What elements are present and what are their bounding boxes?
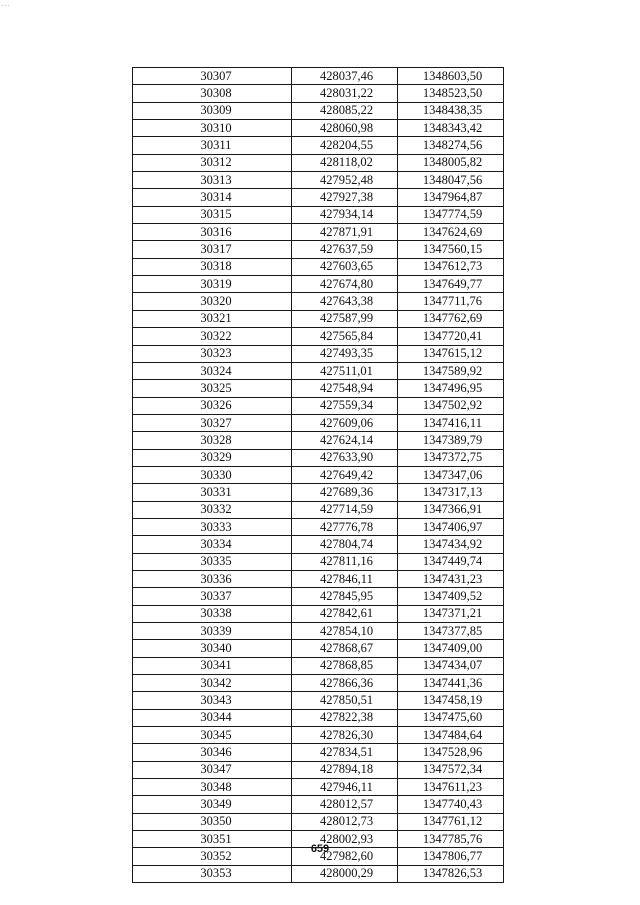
- table-row: [133, 727, 504, 744]
- point-number-cell: 30316: [133, 224, 292, 241]
- y-coordinate-cell: 1347615,12: [398, 345, 504, 362]
- table-row: [133, 276, 504, 293]
- y-coordinate-cell: 1347785,76: [398, 831, 504, 848]
- x-coordinate-cell: 427624,14: [292, 432, 398, 449]
- y-coordinate-cell: 1347624,69: [398, 224, 504, 241]
- y-coordinate-cell: 1347406,97: [398, 518, 504, 535]
- table-row: [133, 605, 504, 622]
- table-row: [133, 709, 504, 726]
- x-coordinate-cell: 427633,90: [292, 449, 398, 466]
- x-coordinate-cell: 427559,34: [292, 397, 398, 414]
- table-row: [133, 536, 504, 553]
- x-coordinate-cell: 427826,30: [292, 727, 398, 744]
- point-number-cell: 30345: [133, 727, 292, 744]
- point-number-cell: 30325: [133, 380, 292, 397]
- table-row: [133, 432, 504, 449]
- point-number-cell: 30341: [133, 657, 292, 674]
- y-coordinate-cell: 1347377,85: [398, 623, 504, 640]
- point-number-cell: 30335: [133, 553, 292, 570]
- table-row: [133, 761, 504, 778]
- y-coordinate-cell: 1347347,06: [398, 466, 504, 483]
- x-coordinate-cell: 427834,51: [292, 744, 398, 761]
- point-number-cell: 30336: [133, 570, 292, 587]
- x-coordinate-cell: 428060,98: [292, 120, 398, 137]
- table-row: [133, 293, 504, 310]
- point-number-cell: 30343: [133, 692, 292, 709]
- table-row: [133, 570, 504, 587]
- point-number-cell: 30346: [133, 744, 292, 761]
- y-coordinate-cell: 1347589,92: [398, 362, 504, 379]
- x-coordinate-cell: 427804,74: [292, 536, 398, 553]
- y-coordinate-cell: 1348603,50: [398, 68, 504, 85]
- y-coordinate-cell: 1347720,41: [398, 328, 504, 345]
- y-coordinate-cell: 1347572,34: [398, 761, 504, 778]
- table-row: [133, 796, 504, 813]
- x-coordinate-cell: 427643,38: [292, 293, 398, 310]
- x-coordinate-cell: 427846,11: [292, 570, 398, 587]
- point-number-cell: 30311: [133, 137, 292, 154]
- point-number-cell: 30313: [133, 172, 292, 189]
- y-coordinate-cell: 1347649,77: [398, 276, 504, 293]
- y-coordinate-cell: 1347434,92: [398, 536, 504, 553]
- point-number-cell: 30348: [133, 779, 292, 796]
- point-number-cell: 30337: [133, 588, 292, 605]
- table-row: [133, 484, 504, 501]
- table-row: [133, 623, 504, 640]
- x-coordinate-cell: 427811,16: [292, 553, 398, 570]
- x-coordinate-cell: 427649,42: [292, 466, 398, 483]
- table-row: [133, 779, 504, 796]
- y-coordinate-cell: 1347740,43: [398, 796, 504, 813]
- table-row: [133, 397, 504, 414]
- y-coordinate-cell: 1347611,23: [398, 779, 504, 796]
- point-number-cell: 30350: [133, 813, 292, 830]
- y-coordinate-cell: 1348005,82: [398, 154, 504, 171]
- table-row: [133, 501, 504, 518]
- point-number-cell: 30338: [133, 605, 292, 622]
- point-number-cell: 30334: [133, 536, 292, 553]
- table-row: [133, 206, 504, 223]
- table-row: [133, 692, 504, 709]
- point-number-cell: 30317: [133, 241, 292, 258]
- x-coordinate-cell: 427934,14: [292, 206, 398, 223]
- y-coordinate-cell: 1347441,36: [398, 675, 504, 692]
- table-row: [133, 85, 504, 102]
- table-row: [133, 362, 504, 379]
- table-row: [133, 449, 504, 466]
- y-coordinate-cell: 1348047,56: [398, 172, 504, 189]
- point-number-cell: 30333: [133, 518, 292, 535]
- point-number-cell: 30323: [133, 345, 292, 362]
- y-coordinate-cell: 1347528,96: [398, 744, 504, 761]
- point-number-cell: 30340: [133, 640, 292, 657]
- point-number-cell: 30307: [133, 68, 292, 85]
- table-row: [133, 189, 504, 206]
- table-row: [133, 154, 504, 171]
- table-row: [133, 865, 504, 882]
- y-coordinate-cell: 1347409,52: [398, 588, 504, 605]
- table-row: [133, 553, 504, 570]
- point-number-cell: 30320: [133, 293, 292, 310]
- table-row: [133, 172, 504, 189]
- y-coordinate-cell: 1347317,13: [398, 484, 504, 501]
- point-number-cell: 30312: [133, 154, 292, 171]
- x-coordinate-cell: 427637,59: [292, 241, 398, 258]
- table-row: [133, 102, 504, 119]
- table-row: [133, 414, 504, 431]
- x-coordinate-cell: 427548,94: [292, 380, 398, 397]
- x-coordinate-cell: 427493,35: [292, 345, 398, 362]
- point-number-cell: 30327: [133, 414, 292, 431]
- y-coordinate-cell: 1347774,59: [398, 206, 504, 223]
- point-number-cell: 30322: [133, 328, 292, 345]
- point-number-cell: 30309: [133, 102, 292, 119]
- point-number-cell: 30331: [133, 484, 292, 501]
- table-row: [133, 380, 504, 397]
- y-coordinate-cell: 1347366,91: [398, 501, 504, 518]
- point-number-cell: 30332: [133, 501, 292, 518]
- point-number-cell: 30328: [133, 432, 292, 449]
- y-coordinate-cell: 1347449,74: [398, 553, 504, 570]
- x-coordinate-cell: 428204,55: [292, 137, 398, 154]
- y-coordinate-cell: 1347496,95: [398, 380, 504, 397]
- point-number-cell: 30342: [133, 675, 292, 692]
- table-row: [133, 640, 504, 657]
- point-number-cell: 30315: [133, 206, 292, 223]
- x-coordinate-cell: 428085,22: [292, 102, 398, 119]
- page-number: 659: [310, 843, 330, 855]
- table-row: [133, 68, 504, 85]
- x-coordinate-cell: 427603,65: [292, 258, 398, 275]
- table-row: [133, 657, 504, 674]
- y-coordinate-cell: 1347431,23: [398, 570, 504, 587]
- y-coordinate-cell: 1347964,87: [398, 189, 504, 206]
- table-row: [133, 120, 504, 137]
- table-row: [133, 813, 504, 830]
- point-number-cell: 30326: [133, 397, 292, 414]
- x-coordinate-cell: 427565,84: [292, 328, 398, 345]
- x-coordinate-cell: 427850,51: [292, 692, 398, 709]
- x-coordinate-cell: 427982,60: [292, 848, 398, 865]
- coordinates-table-body: [133, 68, 504, 883]
- x-coordinate-cell: 427868,67: [292, 640, 398, 657]
- x-coordinate-cell: 427854,10: [292, 623, 398, 640]
- table-row: [133, 345, 504, 362]
- y-coordinate-cell: 1347612,73: [398, 258, 504, 275]
- table-row: [133, 258, 504, 275]
- x-coordinate-cell: 427609,06: [292, 414, 398, 431]
- x-coordinate-cell: 427845,95: [292, 588, 398, 605]
- y-coordinate-cell: 1347458,19: [398, 692, 504, 709]
- table-row: [133, 518, 504, 535]
- x-coordinate-cell: 427776,78: [292, 518, 398, 535]
- y-coordinate-cell: 1347484,64: [398, 727, 504, 744]
- point-number-cell: 30314: [133, 189, 292, 206]
- x-coordinate-cell: 427822,38: [292, 709, 398, 726]
- y-coordinate-cell: 1347409,00: [398, 640, 504, 657]
- y-coordinate-cell: 1347762,69: [398, 310, 504, 327]
- point-number-cell: 30347: [133, 761, 292, 778]
- y-coordinate-cell: 1347761,12: [398, 813, 504, 830]
- scan-corner-mark: ...: [2, 0, 11, 8]
- y-coordinate-cell: 1348523,50: [398, 85, 504, 102]
- y-coordinate-cell: 1348438,35: [398, 102, 504, 119]
- x-coordinate-cell: 427927,38: [292, 189, 398, 206]
- point-number-cell: 30352: [133, 848, 292, 865]
- x-coordinate-cell: 427674,80: [292, 276, 398, 293]
- table-row: [133, 588, 504, 605]
- x-coordinate-cell: 428002,93: [292, 831, 398, 848]
- y-coordinate-cell: 1347372,75: [398, 449, 504, 466]
- table-row: [133, 744, 504, 761]
- x-coordinate-cell: 428012,73: [292, 813, 398, 830]
- point-number-cell: 30310: [133, 120, 292, 137]
- x-coordinate-cell: 427868,85: [292, 657, 398, 674]
- table-row: [133, 310, 504, 327]
- y-coordinate-cell: 1347371,21: [398, 605, 504, 622]
- y-coordinate-cell: 1347560,15: [398, 241, 504, 258]
- y-coordinate-cell: 1347502,92: [398, 397, 504, 414]
- point-number-cell: 30308: [133, 85, 292, 102]
- x-coordinate-cell: 428000,29: [292, 865, 398, 882]
- point-number-cell: 30344: [133, 709, 292, 726]
- x-coordinate-cell: 428031,22: [292, 85, 398, 102]
- y-coordinate-cell: 1347711,76: [398, 293, 504, 310]
- x-coordinate-cell: 427511,01: [292, 362, 398, 379]
- x-coordinate-cell: 428037,46: [292, 68, 398, 85]
- y-coordinate-cell: 1348274,56: [398, 137, 504, 154]
- point-number-cell: 30351: [133, 831, 292, 848]
- x-coordinate-cell: 427871,91: [292, 224, 398, 241]
- x-coordinate-cell: 427842,61: [292, 605, 398, 622]
- point-number-cell: 30349: [133, 796, 292, 813]
- x-coordinate-cell: 428012,57: [292, 796, 398, 813]
- x-coordinate-cell: 427866,36: [292, 675, 398, 692]
- point-number-cell: 30339: [133, 623, 292, 640]
- point-number-cell: 30329: [133, 449, 292, 466]
- x-coordinate-cell: 427714,59: [292, 501, 398, 518]
- y-coordinate-cell: 1347416,11: [398, 414, 504, 431]
- point-number-cell: 30319: [133, 276, 292, 293]
- x-coordinate-cell: 427689,36: [292, 484, 398, 501]
- table-row: [133, 224, 504, 241]
- y-coordinate-cell: 1347434,07: [398, 657, 504, 674]
- y-coordinate-cell: 1347826,53: [398, 865, 504, 882]
- x-coordinate-cell: 427587,99: [292, 310, 398, 327]
- table-row: [133, 137, 504, 154]
- table-row: [133, 466, 504, 483]
- point-number-cell: 30318: [133, 258, 292, 275]
- y-coordinate-cell: 1347806,77: [398, 848, 504, 865]
- y-coordinate-cell: 1348343,42: [398, 120, 504, 137]
- table-row: [133, 241, 504, 258]
- y-coordinate-cell: 1347389,79: [398, 432, 504, 449]
- point-number-cell: 30321: [133, 310, 292, 327]
- point-number-cell: 30353: [133, 865, 292, 882]
- coordinates-table: [132, 67, 504, 883]
- point-number-cell: 30330: [133, 466, 292, 483]
- table-row: [133, 675, 504, 692]
- point-number-cell: 30324: [133, 362, 292, 379]
- x-coordinate-cell: 427946,11: [292, 779, 398, 796]
- x-coordinate-cell: 427952,48: [292, 172, 398, 189]
- x-coordinate-cell: 428118,02: [292, 154, 398, 171]
- x-coordinate-cell: 427894,18: [292, 761, 398, 778]
- table-row: [133, 328, 504, 345]
- y-coordinate-cell: 1347475,60: [398, 709, 504, 726]
